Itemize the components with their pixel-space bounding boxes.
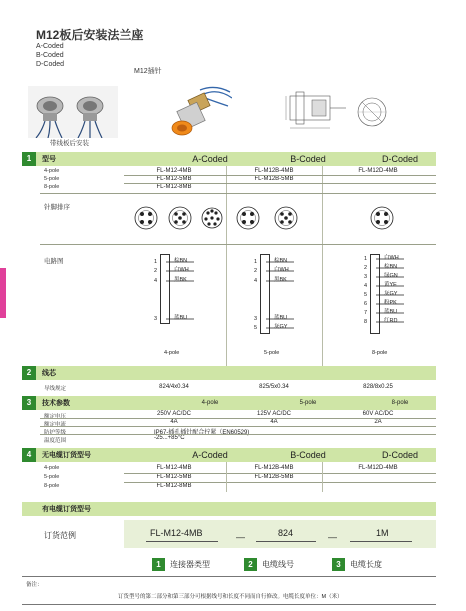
model-cell: FL-M12-4MB (156, 465, 192, 471)
row-label: 5-pole (44, 176, 60, 182)
wire-label: 灰GY (274, 324, 288, 330)
col-header-a: A-Coded (192, 450, 228, 460)
order-sep-1: — (236, 532, 245, 542)
col-sep-1 (226, 166, 227, 366)
order-cable: 824 (278, 528, 294, 538)
wire-label: 棕BN (274, 258, 288, 264)
legend-number-2: 2 (244, 558, 257, 571)
remark-label: 备注： (26, 582, 43, 588)
footer-bottom-line (22, 604, 436, 605)
wire-label: 白WH (174, 267, 189, 273)
spec-cell: 4A (170, 419, 178, 425)
wire-label: 蓝BU (384, 309, 398, 315)
section-3-label: 技术参数 (42, 400, 70, 407)
spec-cell: 250V AC/DC (156, 411, 192, 417)
section-3-bar (22, 396, 436, 410)
wire-label: 白WH (384, 255, 399, 261)
model-cell: FL-M12B-5MB (254, 474, 294, 480)
pin-number: 7 (364, 310, 368, 316)
order-part-underline (146, 541, 218, 542)
row-label: 5-pole (44, 474, 60, 480)
code-b: B-Coded (36, 52, 64, 59)
section-4-bar (22, 448, 436, 462)
wire-label: 白WH (274, 267, 289, 273)
plug-caption: M12插针 (134, 68, 162, 75)
wire-label: 黄YE (384, 282, 397, 288)
pin-number: 3 (154, 316, 158, 322)
legend-number-1: 1 (152, 558, 165, 571)
section-2-number: 2 (22, 366, 36, 380)
cable-cell: 828/8x0.25 (363, 384, 393, 390)
pin-number: 4 (364, 283, 368, 289)
model-cell: FL-M12-5MB (156, 474, 192, 480)
pin-arrangement-label: 针脚排序 (44, 204, 70, 211)
row-label: 4-pole (44, 465, 60, 471)
spec-cell: 4A (270, 419, 278, 425)
section-5-label: 有电缆订货型号 (42, 506, 91, 513)
cable-row-label: 导线规定 (44, 386, 67, 392)
spec-label: 额定电流 (44, 422, 67, 428)
circuit-label: 电路图 (44, 258, 64, 265)
spec-cell: 125V AC/DC (256, 411, 292, 417)
pin-number: 5 (364, 292, 368, 298)
col-sep-2 (322, 166, 323, 366)
pin-number: 5 (254, 325, 258, 331)
wire-label: 绿GN (384, 273, 398, 279)
dimension-drawing (282, 88, 350, 132)
code-a: A-Coded (36, 43, 64, 50)
coding-list (36, 42, 64, 69)
pinout-a (124, 198, 224, 238)
circuit-a-caption: 4-pole (164, 350, 180, 356)
section-4-label: 无电缆订货型号 (42, 452, 91, 459)
col-header-d: D-Coded (381, 154, 419, 164)
pin-number: 2 (364, 265, 368, 271)
pin-number: 3 (364, 274, 368, 280)
model-cell: FL-M12B-4MB (254, 168, 294, 174)
order-cable-underline (256, 541, 316, 542)
row-label: 4-pole (44, 168, 60, 174)
spec-label: 额定电压 (44, 414, 67, 420)
legend-label-3: 电缆长度 (350, 560, 382, 569)
col-header-a: A-Coded (192, 154, 228, 164)
wire-label: 蓝BU (274, 315, 288, 321)
pin-number: 4 (154, 278, 158, 284)
spec-col-d: 8-pole (391, 400, 409, 406)
model-cell: FL-M12B-5MB (254, 176, 294, 182)
pin-number: 6 (364, 301, 368, 307)
section-5-bar (22, 502, 436, 516)
plug-photo (170, 82, 232, 140)
pin-number: 1 (154, 259, 158, 265)
legend-label-2: 电缆线号 (262, 560, 294, 569)
order-length-underline (350, 541, 412, 542)
legend-label-1: 连接器类型 (170, 560, 210, 569)
row-divider (40, 418, 436, 419)
row-divider (40, 244, 436, 245)
spec-col-b: 5-pole (299, 400, 317, 406)
section-2-label: 线芯 (42, 370, 56, 377)
circuit-b-caption: 5-pole (264, 350, 280, 356)
order-part: FL-M12-4MB (150, 528, 203, 538)
wire-label: 粉PK (384, 300, 397, 306)
pinout-d (362, 198, 402, 238)
pin-number: 1 (254, 259, 258, 265)
section-1-bar (22, 152, 436, 166)
model-cell: FL-M12D-4MB (358, 168, 398, 174)
section-3-number: 3 (22, 396, 36, 410)
spec-label: 防护等级 (44, 430, 67, 436)
rear-mount-photo (28, 86, 118, 138)
col-sep-3 (226, 462, 227, 492)
pin-number: 2 (154, 268, 158, 274)
cable-cell: 824/4x0.34 (159, 384, 189, 390)
section-4-number: 4 (22, 448, 36, 462)
row-divider (124, 183, 436, 184)
col-header-d: D-Coded (381, 450, 419, 460)
wire-label: 红RD (384, 318, 398, 324)
spec-span: -25...+85°C (154, 435, 185, 441)
wire-label: 灰GY (384, 291, 398, 297)
side-tab (0, 268, 6, 318)
pin-number: 8 (364, 319, 368, 325)
spec-cell: 2A (374, 419, 382, 425)
section-2-bar (22, 366, 436, 380)
footer-divider (22, 576, 436, 577)
spec-label: 温度范围 (44, 438, 67, 444)
code-d: D-Coded (36, 61, 65, 68)
panel-cutout-drawing (352, 92, 392, 132)
section-1-number: 1 (22, 152, 36, 166)
section-1-label: 型号 (42, 156, 56, 163)
model-cell: FL-M12-8MB (156, 184, 192, 190)
row-label: 8-pole (44, 184, 60, 190)
remark-note: 订货型号的第二部分和第三部分可根据线号和长度不同而自行修改。电缆长度单位：M（米） (118, 594, 343, 600)
order-length: 1M (376, 528, 389, 538)
pin-number: 4 (254, 278, 258, 284)
row-divider (40, 193, 436, 194)
pin-number: 2 (254, 268, 258, 274)
wire-label: 黑BK (274, 277, 287, 283)
wire-label: 棕BN (174, 258, 188, 264)
wire-label: 蓝BU (174, 315, 188, 321)
circuit-d-caption: 8-pole (372, 350, 388, 356)
row-divider (124, 473, 436, 474)
order-example-label: 订货范例 (44, 531, 76, 540)
row-divider (40, 426, 436, 427)
spec-cell: 60V AC/DC (362, 411, 394, 417)
row-divider (124, 175, 436, 176)
spec-col-a: 4-pole (201, 400, 219, 406)
model-cell: FL-M12-8MB (156, 483, 192, 489)
pinout-b (228, 198, 320, 238)
model-cell: FL-M12-5MB (156, 176, 192, 182)
rear-mount-caption: 带线板后安装 (50, 140, 89, 147)
wire-label: 棕BN (384, 264, 398, 270)
row-label: 8-pole (44, 483, 60, 489)
spec-span: IP67-插孔插针配合拧紧（EN60529) (154, 430, 250, 436)
row-divider (124, 482, 436, 483)
page-title: M12板后安装法兰座 (36, 28, 144, 42)
pin-number: 3 (254, 316, 258, 322)
col-header-b: B-Coded (290, 154, 326, 164)
model-cell: FL-M12-4MB (156, 168, 192, 174)
pin-number: 1 (364, 256, 368, 262)
col-header-b: B-Coded (290, 450, 326, 460)
model-cell: FL-M12B-4MB (254, 465, 294, 471)
wire-label: 黑BK (174, 277, 187, 283)
order-sep-2: — (328, 532, 337, 542)
cable-cell: 825/5x0.34 (259, 384, 289, 390)
row-divider (40, 434, 436, 435)
model-cell: FL-M12D-4MB (358, 465, 398, 471)
col-sep-4 (322, 462, 323, 492)
legend-number-3: 3 (332, 558, 345, 571)
